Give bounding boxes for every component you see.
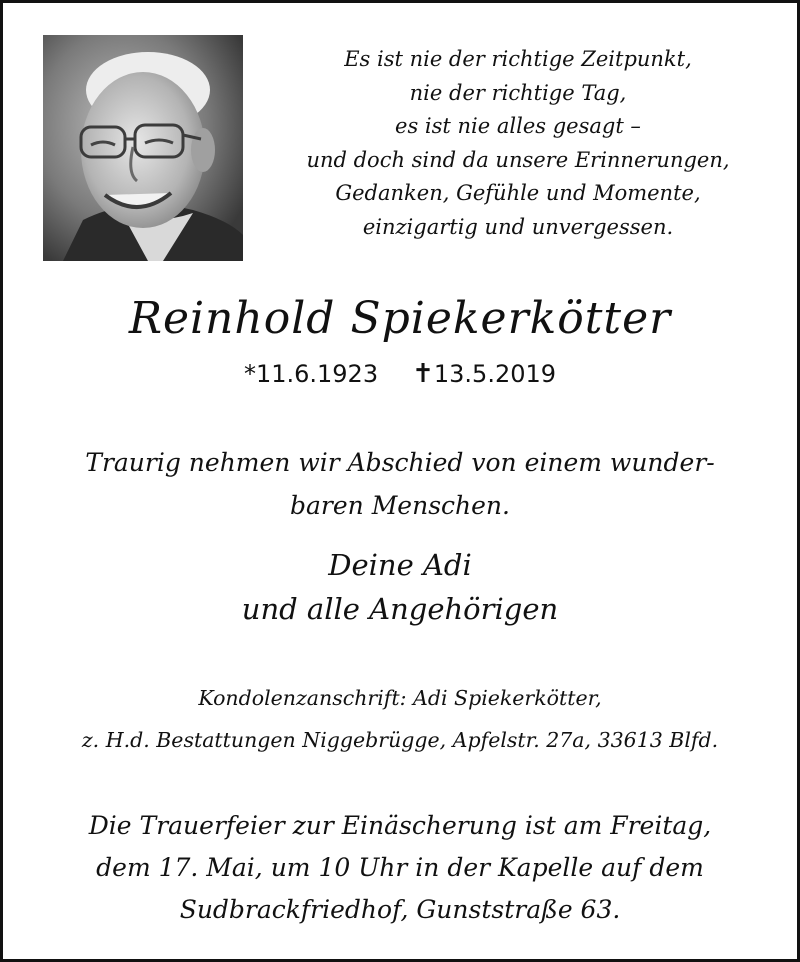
address-line: Kondolenzanschrift: Adi Spiekerkötter, [198,686,602,710]
address-line: z. H.d. Bestattungen Niggebrügge, Apfelstr. 27a, 33613 Blfd. [81,728,719,752]
portrait-photo [43,35,243,261]
condolence-address [3,677,797,761]
ceremony-line: Die Trauerfeier zur Einäscherung ist am Freitag, [88,811,712,840]
poem-line: nie der richtige Tag, [409,80,627,105]
poem-line: und doch sind da unsere Erinnerungen, [306,147,730,172]
deceased-name: Reinhold Spiekerkötter [128,293,672,344]
signature-line: Deine Adi [328,548,472,582]
ceremony-line: Sudbrackfriedhof, Gunststraße 63. [179,895,621,924]
death-date: 13.5.2019 [433,360,557,388]
signature-line: und alle Angehörigen [241,592,559,626]
poem-line: Gedanken, Gefühle und Momente, [335,181,701,205]
birth-date: *11.6.1923 [243,360,379,388]
farewell-line: Traurig nehmen wir Abschied von einem wunder- [85,448,715,477]
poem-line: einzigartig und unvergessen. [362,214,674,239]
life-dates [3,357,797,391]
poem [263,43,773,244]
signature [3,543,797,631]
cross-icon: ✝ [412,359,434,389]
ceremony-line: dem 17. Mai, um 10 Uhr in der Kapelle auf dem [96,853,704,882]
poem-line: es ist nie alles gesagt – [395,114,641,138]
farewell-text [3,441,797,527]
portrait-image [43,35,243,261]
farewell-line: baren Menschen. [290,491,510,520]
ceremony-info [3,805,797,931]
poem-line: Es ist nie der richtige Zeitpunkt, [344,47,692,71]
